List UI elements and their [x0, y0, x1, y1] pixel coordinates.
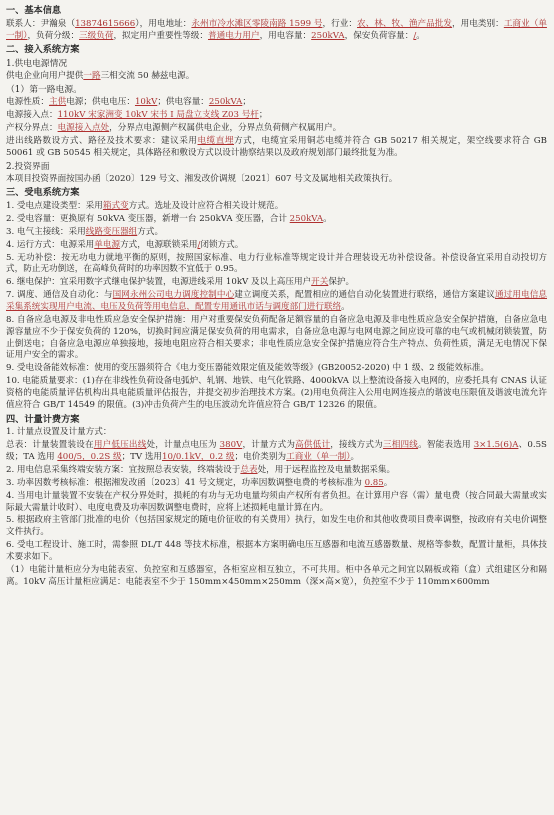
investment-subtitle: 2.投资界面: [6, 161, 50, 172]
metering-item-3: 3. 功率因数考核标准：根据湘发改函〔2023〕41 号文规定，功率因数调整电费的考核标准为 0.85。: [6, 477, 393, 488]
property-boundary-line: 产权分界点：电源接入点处，分界点电源侧产权属供电企业，分界点负荷侧产权属用户。: [6, 122, 342, 133]
metering-item-6-1: （1）电能计量柜应分为电能表室、负控室和互感器室，各柜室应相互独立，不可共用。柜中各单元之间宜以隔板或箱（盒）式组建区分和隔离。10kV 高压计量柜应满足：电能表室不少于 150mm×450mm×250mm（深×高×宽），负控室不少于 110mm×600mm: [6, 564, 547, 587]
usage-address: 永州市冷水滩区零陵南路 1599 号: [191, 18, 323, 29]
metering-item-6: 6. 受电工程设计、施工时，需参照 DL/T 448 等技术标准，根据本方案明确电压互感器和电流互感器数量、规格等参数，配置计量柜，具体技术要求如下。: [6, 540, 547, 563]
section-basic-info-title: 一、基本信息: [6, 5, 62, 16]
section-metering-title: 四、计量计费方案: [6, 413, 80, 425]
receiving-item-10: 10. 电能质量要求：(1)存在非线性负荷设备电弧炉、轧钢、地铁、电气化铁路、4000kVA 以上整流设备接入电网的，应委托具有 CNAS 认证资格的电能质量评估机构出具电能质量评估报告，并提交初步治理技术方案。(2)用电负荷注入公用电网连接点的谐波电压限值及谐波电流允许值应符合 GB/T 14549 的限值。(3)冲击负荷产生的电压波动允许值应符合 GB/T 12326 的限值。: [6, 376, 547, 410]
receiving-item-4: 4. 运行方式：电源采用单电源方式，电源联锁采用/闭锁方式。: [6, 239, 244, 250]
power-supply-paragraph: 供电企业向用户提供一路三相交流 50 赫兹电源。: [6, 71, 195, 82]
receiving-item-9: 9. 受电设备能效标准：使用的变压器须符合《电力变压器能效限定值及能效等级》(GB20052-2020) 中 1 级、2 级能效标准。: [6, 363, 489, 374]
importance-level: 普通电力用户: [208, 30, 260, 41]
contact-phone: 13874615666: [75, 18, 136, 29]
metering-main-meter: 总表：计量装置装设在用户低压出线处，计量点电压为 380V，计量方式为高供低计，接线方式为三相四线。智能表选用 3×1.5(6)A、0.5S 级；TA 选用 400/5，0.2S 级；TV 选用10/0.1kV，0.2 级；电价类别为工商业（单一制）。: [6, 440, 547, 463]
receiving-item-7: 7. 调度、通信及自动化：与国网永州公司电力调度控制中心建立调度关系，配置相应的通信自动化装置进行联络，通信方案建议通过用电信息采集系统实现用户电流、电压及负荷等用电信息，配置专用通讯市话与调度部门进行联络。: [6, 290, 547, 313]
capacity-value: 250kVA: [311, 30, 345, 41]
investment-paragraph: 本项目投资界面按国办函〔2020〕129 号文、湘发改价调规〔2021〕607 号文及属地相关政策执行。: [6, 173, 398, 184]
load-level: 三级负荷: [79, 30, 114, 41]
line-laying-paragraph: 进出线路数设方式、路径及技术要求：建议采用电缆直埋方式，电缆宜采用铜芯电缆并符合 GB 50217 相关规定，架空线要求符合 GB 50061 或 GB 50545 相关规定，具体路径和敷设方式以设计勘察结果以及政府规划部门最终批复为准。: [6, 135, 547, 158]
metering-subtitle: 1. 计量点设置及计量方式：: [6, 427, 112, 438]
security-load-value: /: [413, 30, 417, 41]
receiving-item-2: 2. 受电容量：更换原有 50kVA 变压器，新增一台 250kVA 变压器，合计 250kVA。: [6, 214, 332, 225]
access-point-line: 电源接入点：110kV 宋家洲变 10kV 宋书 I 局盘立支线 Z03 号杆；: [6, 110, 268, 121]
power-supply-subtitle: 1.供电电源情况: [6, 59, 68, 70]
first-source-subtitle: （1）第一路电源。: [6, 85, 82, 96]
section-access-system-title: 二、接入系统方案: [6, 44, 80, 56]
receiving-item-6: 6. 继电保护：宜采用数字式继电保护装置，电源进线采用 10kV 及以上高压用户开关保护。: [6, 277, 355, 288]
receiving-item-5: 5. 无功补偿：按无功电力就地平衡的原则，按照国家标准、电力行业标准等规定设计并合理装设无功补偿设备。补偿设备宜采用自动投切方式，防止无功倒送，在高峰负荷时的功率因数不宜低于 0.95。: [6, 252, 547, 275]
section-receiving-system-title: 三、受电系统方案: [6, 187, 80, 199]
basic-info-paragraph: 联系人：尹瀚泉（13874615666），用电地址：永州市冷水滩区零陵南路 1599 号，行业：农、林、牧、渔产品批发，用电类别：工商业（单一制），负荷分级：三级负荷，拟定用户重要性等级：普通电力用户，用电容量：250kVA，保安负荷容量：/。: [6, 18, 547, 41]
source-nature-line: 电源性质：主供电源；供电电压：10kV；供电容量：250kVA；: [6, 97, 251, 108]
metering-item-2: 2. 用电信息采集终端安装方案：宜按照总表安装，终端装设于总表处，用于远程监控及电量数据采集。: [6, 465, 396, 476]
industry-value: 农、林、牧、渔产品批发: [357, 18, 452, 29]
receiving-item-8: 8. 自备应急电源及非电性质应急安全保护措施：用户对重要保安负荷配备足额容量的自备应急电源及非电性质应急安全保护措施，自备应急电源容量应不少于保安负荷的 120%，切换时间应满足保安负荷的用电需求，自备应急电源与电网电源之间应设可靠的电气或机械闭锁装置，防止倒送电；自备应急电源应单独接地，接地电阻应符合相关要求；非电性质应急安全保护措施应符合生产特点、负荷性质，满足无电情况下保证用户安全的需求。: [6, 314, 547, 361]
metering-item-5: 5. 根据政府主管部门批准的电价（包括国家规定的随电价征收的有关费用）执行，如发生电价和其他收费项目费率调整，按政府有关电价调整文件执行。: [6, 515, 547, 538]
receiving-item-1: 1. 受电点建设类型：采用箱式变方式。选址及设计应符合相关设计规范。: [6, 201, 284, 212]
receiving-item-3: 3. 电气主接线：采用线路变压器组方式。: [6, 226, 164, 237]
usage-category: 工商业（单一制）: [6, 18, 547, 41]
metering-item-4: 4. 当用电计量装置不安装在产权分界处时，损耗的有功与无功电量均须由产权所有者负担。在计算用户容（需）量电费（按合同最大需量或实际最大需量计收时）、电度电费及功率因数调整电费时，应将上述损耗电量计算在内。: [6, 490, 547, 513]
